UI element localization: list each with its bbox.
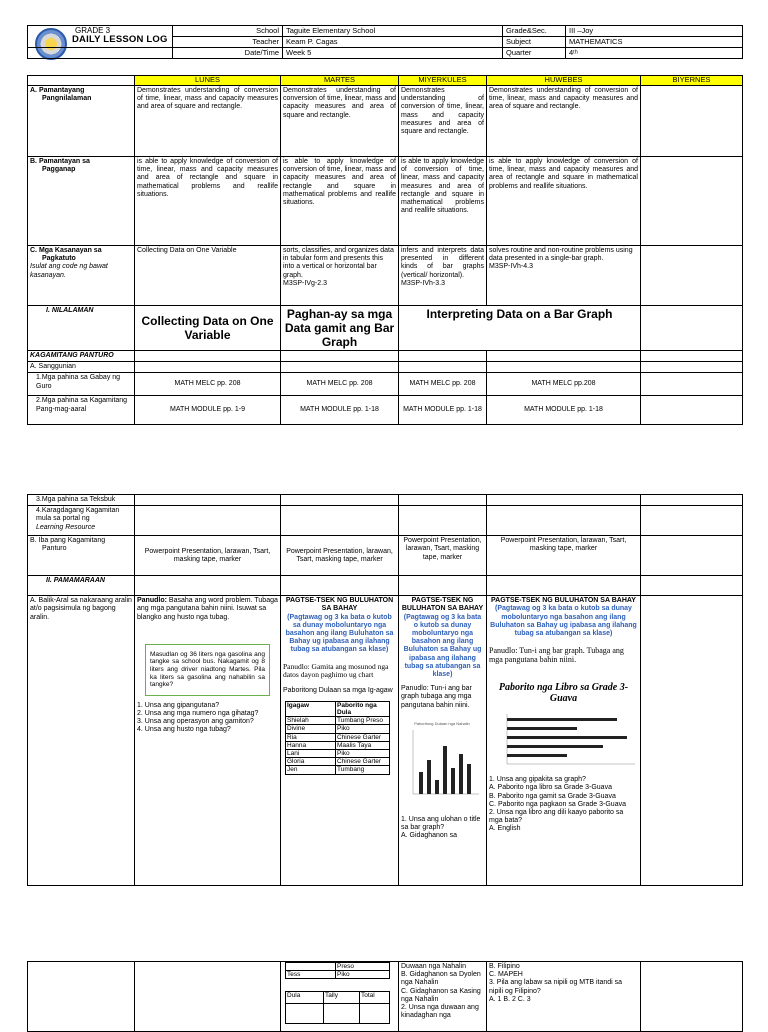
horizontal-bar (507, 745, 603, 748)
balik-huwebes: PAGTSE-TSEK NG BULUHATON SA BAHAY (Pagtawag og 3 ka bata o kutob sa dunay moboluntaryo nga basahon ang ilang Buluhaton sa Bahay ug ipabasa ang ilahang tubag sa atubangan sa klase) Panudlo: Tun-i ang bar graph. Tubaga ang mga pangutana bahin niini. Paborito nga Libro sa Grade 3-Guava 1. Unsa ang gipakita sa graph? A. Paborito nga libro sa Grade 3-Guava B. Paborito nga gamit sa Grade 3-Guava C. Paborito nga pagkaon sa Grade 3-Guava 2. Unsa nga libro ang dili kaayo paborito sa mga bata? A. English (487, 596, 641, 886)
day-huwebes: HUWEBES (487, 76, 641, 86)
row-c-huwebes: solves routine and non-routine problems using data presented in a single-bar graph. M3SP-IVh-4.3 (487, 246, 641, 306)
horizontal-bar (507, 718, 617, 721)
row-b-label: B. Pamantayan sa Pagganap (28, 157, 135, 246)
teacher-value: Keam P. Cagas (283, 37, 503, 48)
teacher-key: Teacher (173, 37, 283, 48)
subject-key: Subject (503, 37, 566, 48)
row-c-label: C. Mga Kasanayan sa Pagkatuto Isulat ang code ng bawat kasanayan. (28, 246, 135, 306)
vertical-bar (467, 764, 471, 794)
iba-huwebes: Powerpoint Presentation, larawan, Tsart, masking tape, marker (487, 536, 641, 576)
row-b-martes: is able to apply knowledge of conversion of time, linear, mass and capacity measures and area of rectangle and square in mathematical problems and reallife situations. (281, 157, 399, 246)
word-problem-box: Masudlan og 36 liters nga gasolina ang tangke sa school bus. Nakagamit og 8 liters ang driver niadtong Martes. Pila ka liters sa gasolina ang nahabilin sa tangke? (145, 644, 270, 696)
horizontal-bar-graph (489, 710, 637, 770)
gabay-miyerkules: MATH MELC pp. 208 (399, 373, 487, 396)
module-miyerkules: MATH MODULE pp. 1-18 (399, 396, 487, 425)
pamamaraan-label: II. PAMAMARAAN (28, 576, 135, 596)
quarter-key: Quarter (503, 48, 566, 59)
date-value: Week 5 (283, 48, 503, 59)
tally-table: Dula Tally Total (285, 991, 390, 1024)
miyerkules-continued: Duwaan nga Nahalin B. Gidaghanon sa Dyolen nga Nahalin C. Gidaghanon sa Kasing nga Nahalin 2. Unsa nga duwaan ang kinadaghan nga (399, 962, 487, 1032)
gabay-huwebes: MATH MELC pp.208 (487, 373, 641, 396)
row-a-martes: Demonstrates understanding of conversion of time, linear, mass and capacity measures and area of square and rectangle. (281, 86, 399, 157)
vertical-bar-graph (401, 716, 483, 808)
module-label: 2.Mga pahina sa Kagamitang Pang-mag-aaral (28, 396, 135, 425)
gabay-martes: MATH MELC pp. 208 (281, 373, 399, 396)
teksbuk-label: 3.Mga pahina sa Teksbuk (28, 495, 135, 506)
school-value: Taguite Elementary School (283, 26, 503, 37)
module-huwebes: MATH MODULE pp. 1-18 (487, 396, 641, 425)
vertical-bar (451, 768, 455, 794)
vertical-bar (443, 746, 447, 794)
vertical-bar (435, 780, 439, 794)
lesson-table-page-3 (27, 961, 743, 1032)
grade-label: GRADE 3 (75, 26, 111, 35)
kagamitan-label: KAGAMITANG PANTURO (28, 351, 135, 362)
module-lunes: MATH MODULE pp. 1-9 (135, 396, 281, 425)
vertical-bar (419, 772, 423, 794)
iba-miyerkules: Powerpoint Presentation, larawan, Tsart, masking tape, marker (399, 536, 487, 576)
lesson-table (27, 75, 743, 425)
gabay-lunes: MATH MELC pp. 208 (135, 373, 281, 396)
martes-continued: Preso Tess Piko Dula Tally Total (281, 962, 399, 1032)
date-key: Date/Time (173, 48, 283, 59)
iba-martes: Powerpoint Presentation, larawan, Tsart, masking tape, marker (281, 536, 399, 576)
huwebes-continued: B. Filipino C. MAPEH 3. Pila ang labaw sa nipili og MTB itandi sa nipili og Filipino? A. 1 B. 2 C. 3 (487, 962, 641, 1032)
dula-table: Igagaw Paborito nga Dula Shielah Tumbang Preso Divine Piko Ria Chinese Garter Hanna Maalis Taya Lani Piko Gloria Chinese Garter Jen Tumbang (285, 701, 390, 775)
row-c-lunes: Collecting Data on One Variable (135, 246, 281, 306)
row-a-miyerkules: Demonstrates understanding of conversion of time, linear, mass and capacity measures and area of square and rectangle. (399, 86, 487, 157)
horizontal-bar (507, 754, 567, 757)
chart-title: Paboritong Dulaan nga Nahalin (414, 720, 470, 726)
vertical-bar (427, 760, 431, 794)
vertical-bar (459, 754, 463, 794)
row-b-miyerkules: is able to apply knowledge of conversion of time, linear, mass and capacity measures and area of rectangle and square in mathematical problems and reallife situations. (399, 157, 487, 246)
horizontal-bar (507, 736, 627, 739)
balik-martes: PAGTSE-TSEK NG BULUHATON SA BAHAY (Pagtawag og 3 ka bata o kutob sa dunay moboluntaryo nga basahon ang ilang Buluhaton sa Bahay ug ipabasa ang ilahang tubag sa atubangan sa klase) Panudlo: Gamita ang mosunod nga datos dayon paghimo ug chart Paboritong Dulaan sa mga Ig-agaw Igagaw Paborito nga Dula Shielah Tumbang Preso Divine Piko Ria Chinese Garter Hanna Maalis Taya Lani Piko Gloria Chinese Garter Jen Tumbang (281, 596, 399, 886)
row-c-miyerkules: infers and interprets data presented in different kinds of bar graphs (vertical/ horizontal). M3SP-IVh-3.3 (399, 246, 487, 306)
row-a-label: A. Pamantayang Pangnilalaman (28, 86, 135, 157)
school-key: School (173, 26, 283, 37)
row-b-huwebes: is able to apply knowledge of conversion of time, linear, mass and capacity measures and area of rectangle and square in mathematical problems and reallife situations. (487, 157, 641, 246)
sanggunian-label: A. Sanggunian (28, 362, 135, 373)
lesson-table-continued (27, 494, 743, 886)
grade-sec-value: III –Joy (566, 26, 743, 37)
portal-label: 4.Karagdagang Kagamitan mula sa portal ng Learning Resource (28, 506, 135, 536)
iba-lunes: Powerpoint Presentation, larawan, Tsart, masking tape, marker (135, 536, 281, 576)
row-b-lunes: is able to apply knowledge of conversion of time, linear, mass and capacity measures and area of rectangle and square in mathematical problems and reallife situations. (135, 157, 281, 246)
horizontal-bar (507, 727, 577, 730)
row-a-lunes: Demonstrates understanding of conversion of time, linear, mass and capacity measures and area of square and rectangle. (135, 86, 281, 157)
nilalaman-miyerkules-huwebes: Interpreting Data on a Bar Graph (399, 306, 641, 351)
quarter-value: 4ᵗʰ (566, 48, 743, 59)
header-table (27, 25, 743, 59)
subject-value: MATHEMATICS (566, 37, 743, 48)
day-martes: MARTES (281, 76, 399, 86)
iba-label: B. Iba pang Kagamitang Panturo (28, 536, 135, 576)
gabay-label: 1.Mga pahina sa Gabay ng Guro (28, 373, 135, 396)
balik-miyerkules: PAGTSE-TSEK NG BULUHATON SA BAHAY (Pagtawag og 3 ka bata o kutob sa dunay moboluntaryo nga basahon ang ilang Buluhaton sa Bahay ug ipabasa ang ilahang tubag sa atubangan sa klase) Panudlo: Tun-i ang bar graph tubaga ang mga pangutana bahin niini. Paboritong Dulaan nga Nahalin 1. Unsa ang ulohan o title sa bar graph? A. Gidaghanon sa (399, 596, 487, 886)
module-martes: MATH MODULE pp. 1-18 (281, 396, 399, 425)
row-a-huwebes: Demonstrates understanding of conversion of time, linear, mass and capacity measures and area of square and rectangle. (487, 86, 641, 157)
nilalaman-label: I. NILALAMAN (28, 306, 135, 351)
nilalaman-martes: Paghan-ay sa mga Data gamit ang Bar Graph (281, 306, 399, 351)
day-biyernes: BIYERNES (641, 76, 743, 86)
nilalaman-lunes: Collecting Data on One Variable (135, 306, 281, 351)
row-c-martes: sorts, classifies, and organizes data in tabular form and presents this into a vertical or horizontal bar graph. M3SP-IVg-2.3 (281, 246, 399, 306)
day-lunes: LUNES (135, 76, 281, 86)
balik-aral-label: A. Balik-Aral sa nakaraang aralin at/o pagsisimula ng bagong aralin. (28, 596, 135, 886)
balik-lunes: Panudlo: Basaha ang word problem. Tubaga ang mga pangutana bahin niini. Isuwat sa blangko ang husto nga tubag. Masudlan og 36 liters nga gasolina ang tangke sa school bus. Nakagamit og 8 liters ang driver niadtong Martes. Pila ka liters sa gasolina ang nahabilin sa tangke? 1. Unsa ang gipangutana? 2. Unsa ang mga numero nga gihatag? 3. Unsa ang operasyon ang gamiton? 4. Unsa ang husto nga tubag? (135, 596, 281, 886)
grade-sec-key: Grade&Sec. (503, 26, 566, 37)
log-title: DAILY LESSON LOG (72, 34, 168, 45)
day-miyerkules: MIYERKULES (399, 76, 487, 86)
